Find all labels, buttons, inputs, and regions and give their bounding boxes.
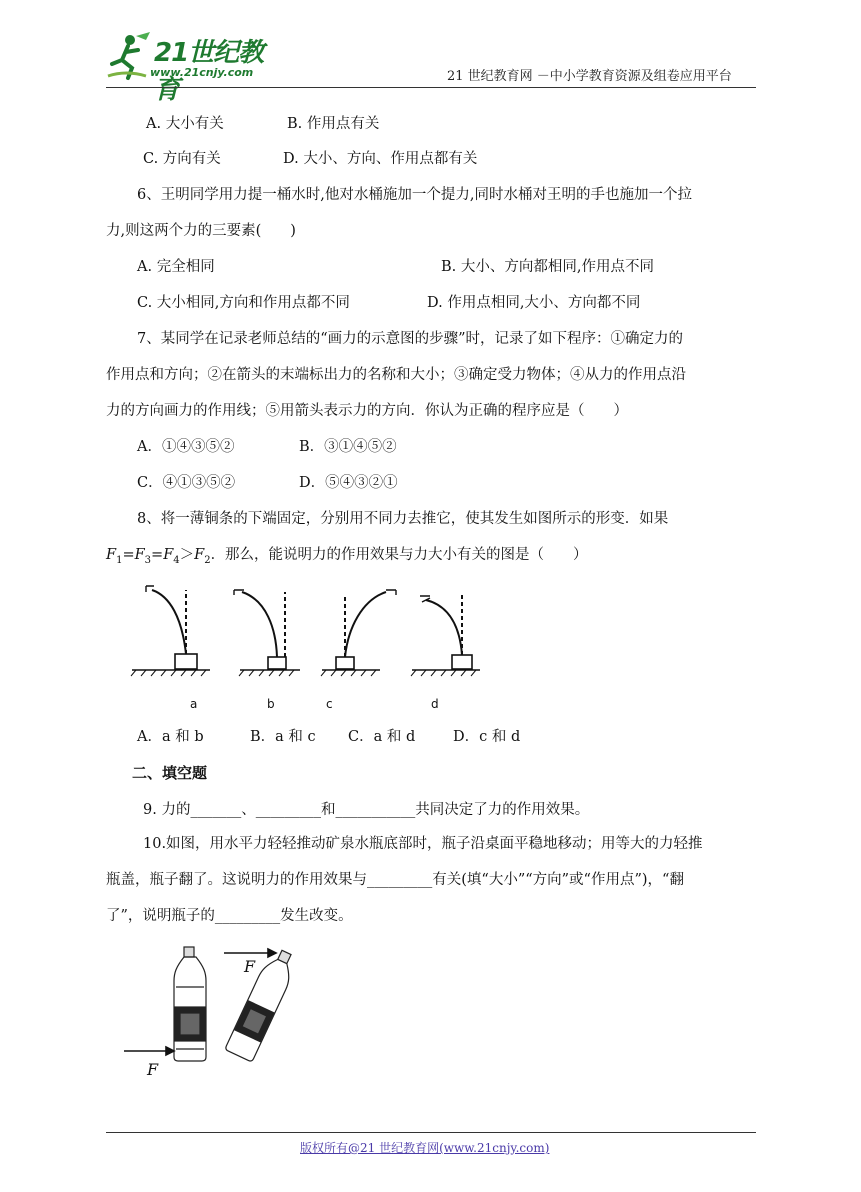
q8-option-b: B．a 和 c	[250, 729, 316, 745]
q7-option-c: C．④①③⑤②	[137, 475, 236, 491]
fig-label-c: c	[326, 697, 333, 711]
q8-line-1: 8、将一薄铜条的下端固定，分别用不同力去推它，使其发生如图所示的形变．如果	[137, 511, 669, 527]
q5-option-c: C. 方向有关	[143, 151, 221, 167]
q7-line-2: 作用点和方向；②在箭头的末端标出力的名称和大小；③确定受力物体；④从力的作用点沿	[106, 367, 686, 383]
q5-option-d: D. 大小、方向、作用点都有关	[283, 151, 478, 167]
q7-line-1: 7、某同学在记录老师总结的“画力的示意图的步骤”时，记录了如下程序：①确定力的	[137, 331, 684, 347]
q7-line-3: 力的方向画力的作用线；⑤用箭头表示力的方向．你认为正确的程序应是（ ）	[106, 403, 628, 419]
section-title-fill-blank: 二、填空题	[132, 764, 208, 782]
upright-bottle	[174, 947, 206, 1061]
footer-copyright-link[interactable]: 版权所有@21 世纪教育网(www.21cnjy.com)	[300, 1141, 550, 1155]
q8-option-d: D．c 和 d	[453, 729, 521, 745]
force-label-top: F	[244, 957, 256, 976]
strip-figure-a	[131, 586, 210, 676]
fig-label-b: b	[267, 697, 275, 711]
header-divider	[106, 87, 756, 88]
strip-figure-b	[234, 590, 300, 676]
q5-option-a: A. 大小有关	[146, 116, 224, 132]
runner-logo-icon	[106, 30, 156, 82]
q6-option-a: A. 完全相同	[137, 259, 215, 275]
q7-option-b: B．③①④⑤②	[299, 439, 397, 455]
q8-copper-strip-figure	[130, 578, 490, 678]
site-logo	[106, 30, 286, 105]
footer-divider	[106, 1132, 756, 1133]
q10-line-2: 瓶盖，瓶子翻了。这说明力的作用效果与_________有关(填“大小”“方向”或“作用点”)，“翻	[106, 872, 684, 888]
q10-line-3: 了”，说明瓶子的_________发生改变。	[106, 908, 353, 924]
q8-line-2: $F_1=F_3=F_4>F_2$．那么，能说明力的作用效果与力大小有关的图是（ ）	[106, 547, 588, 566]
q6-option-d: D. 作用点相同,大小、方向都不同	[427, 295, 641, 311]
logo-text: 21世纪教育	[154, 38, 264, 105]
logo-url: www.21cnjy.com	[150, 66, 254, 79]
header-site-name: 21 世纪教育网 －中小学教育资源及组卷应用平台	[447, 69, 732, 84]
force-label-bottom: F	[147, 1060, 159, 1079]
q6-line-1: 6、王明同学用力提一桶水时,他对水桶施加一个提力,同时水桶对王明的手也施加一个拉	[137, 187, 692, 203]
strip-figure-c	[321, 590, 396, 676]
q7-option-d: D．⑤④③②①	[299, 475, 398, 491]
fig-label-a: a	[190, 697, 198, 711]
q6-option-c: C. 大小相同,方向和作用点都不同	[137, 295, 350, 311]
q7-option-a: A．①④③⑤②	[137, 439, 235, 455]
fig-label-d: d	[431, 697, 439, 711]
q6-line-2: 力,则这两个力的三要素( )	[106, 223, 296, 239]
strip-figure-d	[411, 592, 480, 676]
q10-line-1: 10.如图，用水平力轻轻推动矿泉水瓶底部时，瓶子沿桌面平稳地移动；用等大的力轻推	[143, 836, 703, 852]
q8-option-c: C．a 和 d	[348, 729, 416, 745]
q9-text: 9. 力的_______、_________和___________共同决定了力的作用效果。	[143, 802, 590, 818]
q5-option-b: B. 作用点有关	[287, 116, 380, 132]
q8-option-a: A．a 和 b	[137, 729, 204, 745]
q6-option-b: B. 大小、方向都相同,作用点不同	[441, 259, 654, 275]
tilted-bottle	[225, 946, 300, 1062]
